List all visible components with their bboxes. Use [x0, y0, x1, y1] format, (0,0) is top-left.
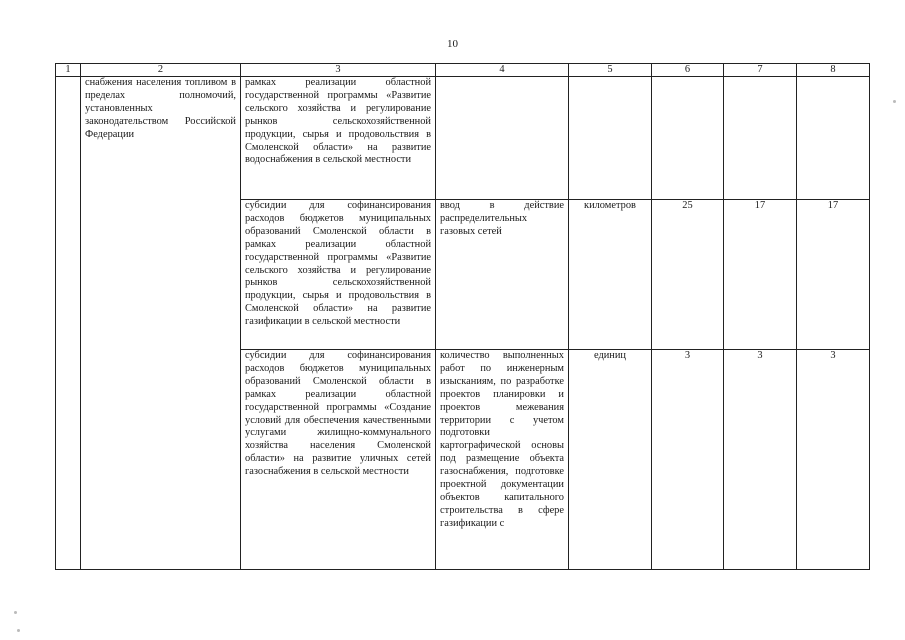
table-cell-value — [797, 77, 870, 200]
table-cell-value: 17 — [724, 200, 797, 350]
table-cell-measure: рамках реализации областной государственной программы «Развитие сельского хозяйства и регулирование рынков сельскохозяйственной продукции, сырья и продовольствия в Смоленской области» на развитие водоснабжения в сельской местности — [241, 77, 436, 200]
document-table — [55, 63, 870, 570]
table-cell-value: 3 — [797, 350, 870, 570]
table-cell-indicator: количество выполненных работ по инженерным изысканиям, по разработке проектов планировки и проектов межевания территории с учетом подготовки картографической основы под размещение объекта газоснабжения, подготовке проектной документации объектов капитального строительства в сфере газификации с — [436, 350, 569, 570]
table-cell-value: 17 — [797, 200, 870, 350]
table-cell-index — [56, 77, 81, 570]
table-cell-description: снабжения населения топливом в пределах полномочий, установленных законодательством Российской Федерации — [81, 77, 241, 570]
column-header: 4 — [436, 64, 569, 77]
table-cell-value: 25 — [652, 200, 724, 350]
table-cell-value — [724, 77, 797, 200]
table-cell-indicator — [436, 77, 569, 200]
column-header: 6 — [652, 64, 724, 77]
table-cell-indicator: ввод в действие распределительных газовых сетей — [436, 200, 569, 350]
scan-speck — [893, 100, 896, 103]
table-cell-unit — [569, 77, 652, 200]
column-header: 1 — [56, 64, 81, 77]
column-header: 5 — [569, 64, 652, 77]
table-cell-measure: субсидии для софинансирования расходов бюджетов муниципальных образований Смоленской области в рамках реализации областной государственной программы «Создание условий для обеспечения качественными услугами жилищно-коммунального хозяйства населения Смоленской области» на развитие уличных сетей газоснабжения в сельской местности — [241, 350, 436, 570]
column-header: 7 — [724, 64, 797, 77]
scan-speck — [17, 629, 20, 632]
page-number: 10 — [447, 38, 458, 50]
table-cell-value: 3 — [652, 350, 724, 570]
column-header: 3 — [241, 64, 436, 77]
scan-speck — [14, 611, 17, 614]
column-header: 2 — [81, 64, 241, 77]
column-header: 8 — [797, 64, 870, 77]
table-cell-measure: субсидии для софинансирования расходов бюджетов муниципальных образований Смоленской области в рамках реализации областной государственной программы «Развитие сельского хозяйства и регулирование рынков сельскохозяйственной продукции, сырья и продовольствия в Смоленской области» на развитие газификации в сельской местности — [241, 200, 436, 350]
table-row — [56, 77, 870, 200]
table-cell-unit: километров — [569, 200, 652, 350]
table-cell-value — [652, 77, 724, 200]
table-cell-unit: единиц — [569, 350, 652, 570]
header-row — [56, 64, 870, 77]
table-cell-value: 3 — [724, 350, 797, 570]
